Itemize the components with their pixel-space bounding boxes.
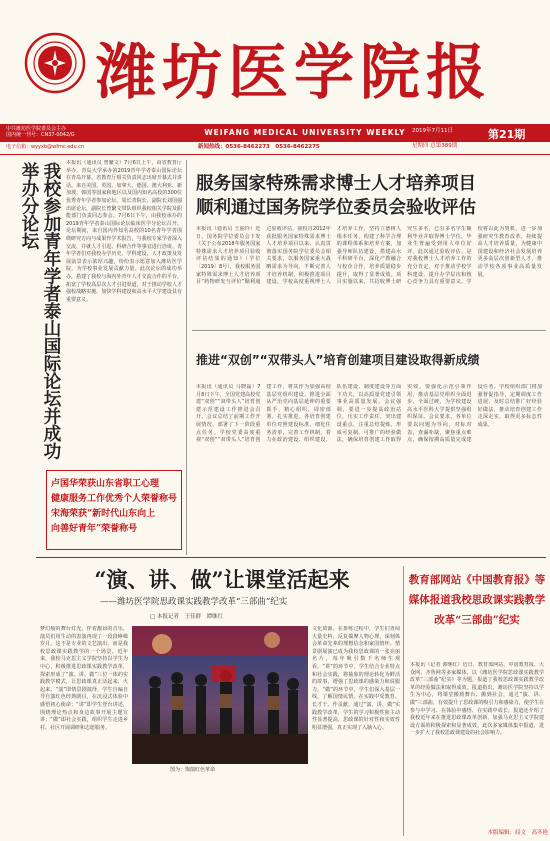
phone-line: 新闻热线：0536-8462273 0536-8462275: [198, 144, 320, 150]
section-divider: [36, 557, 546, 558]
feature-right-divider: [403, 566, 404, 836]
issue-date: 2019年7月11日: [412, 128, 453, 134]
left-divider: [186, 160, 187, 555]
feature-body-right: 文化资源。在排练过程中，学生们查阅大量史料，反复揣摩人物心理，深刻体会革命先辈的理想信念和家国情怀。情景剧展演已成为我校思政课的一张亮丽名片，每年吸引数千名师生观看。“讲”的环节中，学生结合专业特点和社会实践，将抽象的理论转化为鲜活的故事，增强了思政课的感染力和说服力。“做”的环节中，学生们深入基层一线，了解国情民情，在实践中受教育、长才干、作贡献。通过“演、讲、做”实践教学改革，学生的学习积极性和主动性显著提高，思政课的针对性和实效性明显增强，真正实现了入脑入心。: [312, 626, 400, 731]
email-line: 电子信箱：wyyxb@wfmc.edu.cn: [6, 144, 85, 150]
award-line-3: 宋海荣获“新时代山东向上: [51, 509, 156, 519]
photo-caption: 图为：饰演红色革命: [170, 767, 216, 773]
issue-number: 第21期: [488, 128, 526, 141]
day-and-total: [412, 143, 484, 150]
middle-headline: 推进“双创”“双带头人”培育创建项目建设取得新成绩: [196, 353, 480, 367]
lead-article-body: 本报讯（通讯员 王丽玲）近日，国务院学位委员会下发《关于公布2018年服务国家特殊需求人才培养项目验收评估结果的通知》（学位〔2019〕8号），我校服务国家特殊需求博士人才培养项目“药物研发与评价”顺利通过验收评估。我校自2012年获批服务国家特殊需求博士人才培养项目以来，认真贯彻落实国务院学位委员会相关要求，以服务国家重大战略需求为导向，不断完善人才培养机制，积极推进项目建设。学校高度重视博士人才培养工作，坚持立德树人根本任务，构建了科学合理的课程体系和培养方案，加强导师队伍建设，搭建高水平科研平台，深化产教融合与校企合作，培养质量稳步提升，取得了显著成效。项目实施以来，共招收博士研究生多名，已有多名学生顺利毕业并取得博士学位，毕业生普遍受到用人单位好评。此次通过验收评估，是对我校博士人才培养工作的充分肯定，对于推动学校学科建设、提升办学层次和核心竞争力具有重要意义。学校将以此为契机，进一步加强研究生教育改革，持续提高人才培养质量，为健康中国建设和经济社会发展培养更多高层次创新型人才，推动学校各项事业高质量发展。: [196, 226, 542, 286]
awards-box: [46, 470, 182, 550]
editor-credit: 本版编辑：屈文 高冬艳: [487, 830, 548, 836]
feature-byline: □ 本报记者 王佳群 谭继红: [150, 614, 223, 620]
right-article-body: 本报讯（记者 谭继红）近日，教育部网站、中国教育报、大众网、齐鲁网等多家媒体，以《潍坊医学院思政课实践教学改革“三部曲”纪实》等为题，报道了我校思政课实践教学改革的经验做法和取得成效。报道指出，潍坊医学院坚持以学生为中心，将课堂搬到舞台、搬到社会，通过“演、讲、做”三部曲，有效提升了思政课的吸引力和感染力，使学生在参与中学习、在体验中感悟、在实践中成长。报道还介绍了我校近年来在推进思政课改革创新、加强马克思主义学院建设方面的积极探索和显著成效。此次多家媒体集中报道，进一步扩大了我校思政课建设的社会影响力。: [410, 662, 544, 737]
university-emblem-icon: [24, 32, 86, 94]
right-headline: 教育部网站《中国教育报》等媒体报道我校思政课实践教学改革“三部曲”纪实: [408, 574, 546, 626]
lead-headline: [196, 172, 542, 220]
publisher-line: 中共潍坊医学院委员会主办: [6, 126, 67, 132]
masthead-rule: [0, 154, 550, 155]
lead-headline-line-2: 顺利通过国务院学位委员会验收评估: [196, 198, 476, 218]
total-issue: 总第389期: [430, 143, 458, 149]
middle-article-body: 本报讯（通讯员 马晓磊）7月8日下午，全国党建高校党建“双创”“双带头人”培育创建示范建设工作推进会召开。会议总结了前期工作开展情况，部署了下一阶段重点任务。学校党委高度重视“双创”“双带头人”培育创建工作，将其作为加强高校基层党组织建设、推进全面从严治党向基层延伸的重要抓手，精心组织，周密部署，扎实推进。各培育创建单位对照建设标准，细化任务清单，完善工作机制，着力在政治建设、组织建设、队伍建设、制度建设等方面下功夫，以高质量党建引领事业高质量发展。会议强调，要进一步提高政治站位，压实工作责任，突出建设重点，注重总结提炼，形成可复制、可推广的经验做法，确保培育创建工作取得实效。要强化示范引领作用，推动基层党组织全面进步、全面过硬，为学校建设高水平医科大学提供坚强组织保证。会议要求，各单位要以问题为导向，对标对表，查漏补缺，聚焦重点难点，确保按期高质量完成建设任务。学校组织部门将加强督促指导，定期调度工作进展，及时总结推广好经验好做法，推动培育创建工作走深走实，取得更多标志性成果。: [196, 384, 542, 444]
stage-photo: [132, 626, 308, 764]
feature-headline: “演、讲、做”让课堂活起来: [94, 567, 350, 592]
serial-number-line: 国内统一刊号：CN37-0042/G: [6, 132, 75, 139]
award-line-2: 健康服务工作优秀个人荣誉称号: [51, 494, 178, 504]
weekday: 星期四: [412, 143, 429, 149]
english-title: WEIFANG MEDICAL UNIVERSITY WEEKLY: [204, 128, 406, 137]
masthead: [0, 0, 550, 110]
left-headline: 我校参加青年学者泰山国际论坛并成功举办分论坛: [19, 162, 61, 460]
lead-divider: [192, 330, 546, 331]
award-line-1: 卢国华荣获山东省职工心理: [51, 479, 160, 489]
feature-subheadline: ——潍坊医学院思政课实践教学改革“三部曲”纪实: [100, 597, 288, 607]
left-article-body: 本报讯（通讯员 曾繁文）7月6日上午，由省教育厅举办、青岛大学承办的2019青年学者泰山国际论坛在青岛开幕，省教育厅相关负责同志出席开幕式并讲话。来自美国、英国、加拿大、德国、澳大利亚、新加坡、韩国等国家和地区以及国内知名高校的300位优秀青年学者参加论坛。周长青院长、副院长刘国强出席论坛，副院长曾繁文带队组织我校相关学院及职能部门负责同志参会。7月6日下午，由我校承办的2019青年学者泰山国际论坛临床医学分论坛召开。论坛期间，来自国内外知名高校的10名青年学者围绕研究方向与成果作学术报告，与我校专家学者深入交流，并就人才引进、科研合作等事宜进行洽谈。青年学者们对我校办学历史、学科建设、人才政策及发展前景表示浓厚兴趣，纷纷表示愿意加入潍坊医学院，为学校事业发展贡献力量。此次论坛的成功举办，搭建了我校与海内外青年人才交流合作的平台，拓宽了学校高层次人才引进渠道，对于推动学校人才强校战略实施、加快学科建设和高水平大学建设具有重要意义。: [66, 160, 182, 303]
award-line-4: 向善好青年”荣誉称号: [51, 524, 138, 534]
feature-body-left: 梦幻般的舞台灯光，伴着激昂的音乐，演员们用生动的表演再现了一段段峥嵘岁月。这不是专业的文艺演出，而是我校思政课实践教学的一个场景。近年来，我校马克思主义学院坚持以学生为中心，积极推进思政课实践教学改革，探索形成了“演、讲、做”三位一体的实践教学模式，让思政课真正活起来、火起来。“演”即情景剧演绎，学生自编自导自演红色经典剧目，在沉浸式体验中感悟初心使命；“讲”即学生登台讲述，围绕理论热点和身边故事开展主题宣讲；“做”即社会实践，组织学生走进乡村、社区开展调研和志愿服务。: [40, 626, 128, 731]
lead-headline-line-1: 服务国家特殊需求博士人才培养项目: [196, 174, 476, 194]
newspaper-title: 潍坊医学院报: [96, 38, 492, 108]
